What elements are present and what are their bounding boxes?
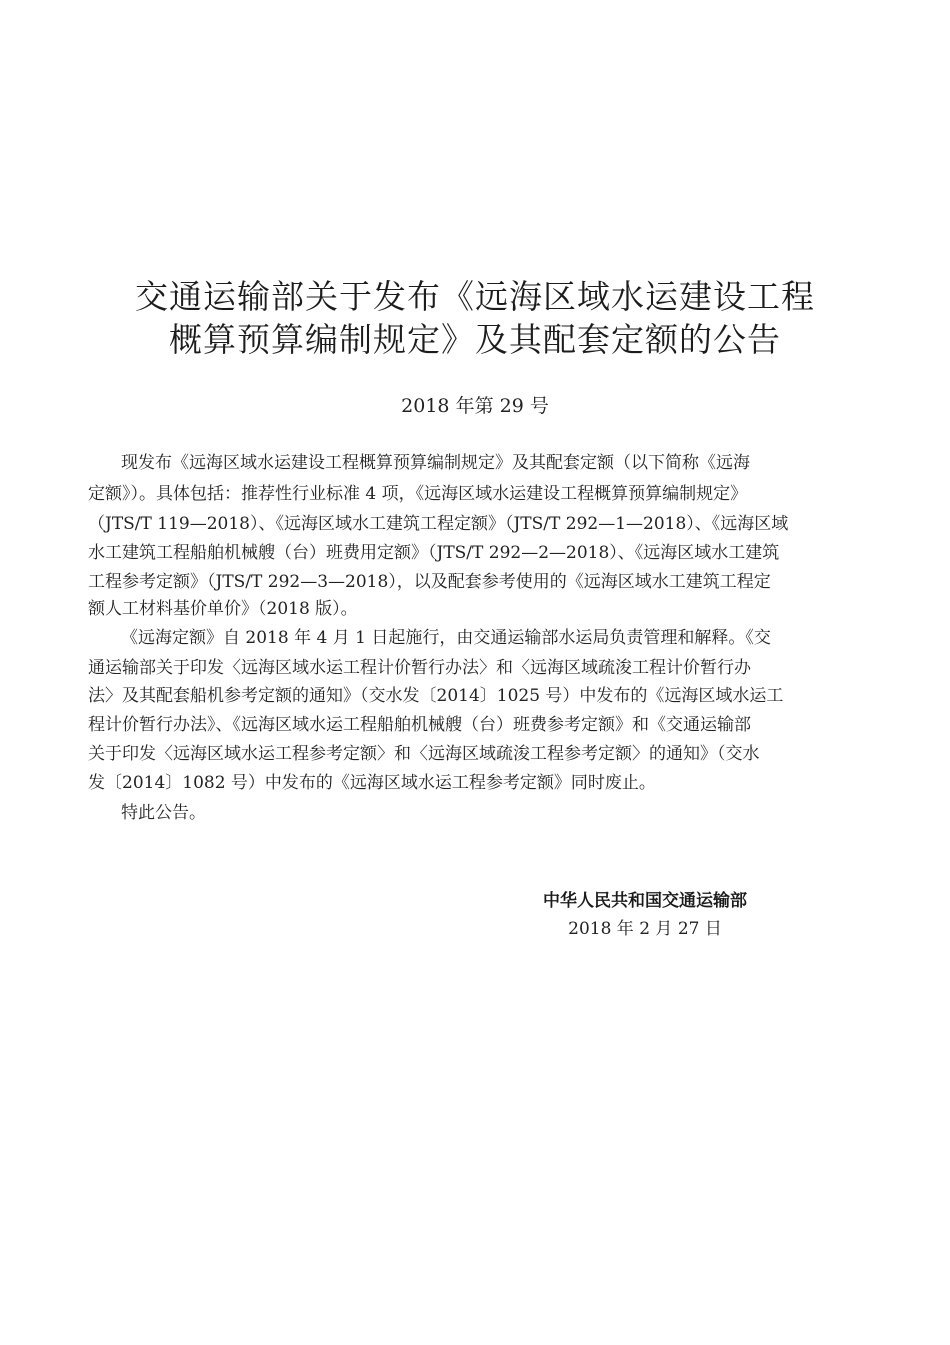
paragraph-1-line-5: 工程参考定额》（JTS/T 292—3—2018），以及配套参考使用的《远海区域水工建筑工程定 <box>88 572 771 592</box>
paragraph-2-line-5: 关于印发〈远海区域水运工程参考定额〉和〈远海区域疏浚工程参考定额〉的通知》（交水 <box>88 744 760 764</box>
title-line-2: 概算预算编制规定》及其配套定额的公告 <box>169 320 781 359</box>
paragraph-1-line-1: 现发布《远海区域水运建设工程概算预算编制规定》及其配套定额（以下简称《远海 <box>121 453 750 473</box>
paragraph-2-line-6: 发〔2014〕1082 号）中发布的《远海区域水运工程参考定额》同时废止。 <box>88 773 656 793</box>
paragraph-1-line-2: 定额》）。具体包括：推荐性行业标准 4 项，《远海区域水运建设工程概算预算编制规定》 <box>88 484 748 504</box>
paragraph-1-line-3: （JTS/T 119—2018）、《远海区域水工建筑工程定额》（JTS/T 292—1—2018）、《远海区域 <box>88 514 789 534</box>
signature-organization: 中华人民共和国交通运输部 <box>543 891 747 911</box>
title-line-1: 交通运输部关于发布《远海区域水运建设工程 <box>135 277 815 316</box>
paragraph-1-line-6: 额人工材料基价单价》（2018 版）。 <box>88 599 358 619</box>
paragraph-2-line-4: 程计价暂行办法》、《远海区域水运工程船舶机械艘（台）班费参考定额》和《交通运输部 <box>88 715 751 735</box>
document-number: 2018 年第 29 号 <box>401 395 549 417</box>
paragraph-2-line-1: 《远海定额》自 2018 年 4 月 1 日起施行，由交通运输部水运局负责管理和解释。《交 <box>121 628 771 648</box>
signature-date: 2018 年 2 月 27 日 <box>568 919 722 939</box>
paragraph-1-line-4: 水工建筑工程船舶机械艘（台）班费用定额》（JTS/T 292—2—2018）、《远海区域水工建筑 <box>88 543 780 563</box>
closing-statement: 特此公告。 <box>121 803 206 823</box>
paragraph-2-line-2: 通运输部关于印发〈远海区域水运工程计价暂行办法〉和〈远海区域疏浚工程计价暂行办 <box>88 658 751 678</box>
paragraph-2-line-3: 法〉及其配套船机参考定额的通知》（交水发〔2014〕1025 号）中发布的《远海区域水运工 <box>88 686 784 706</box>
